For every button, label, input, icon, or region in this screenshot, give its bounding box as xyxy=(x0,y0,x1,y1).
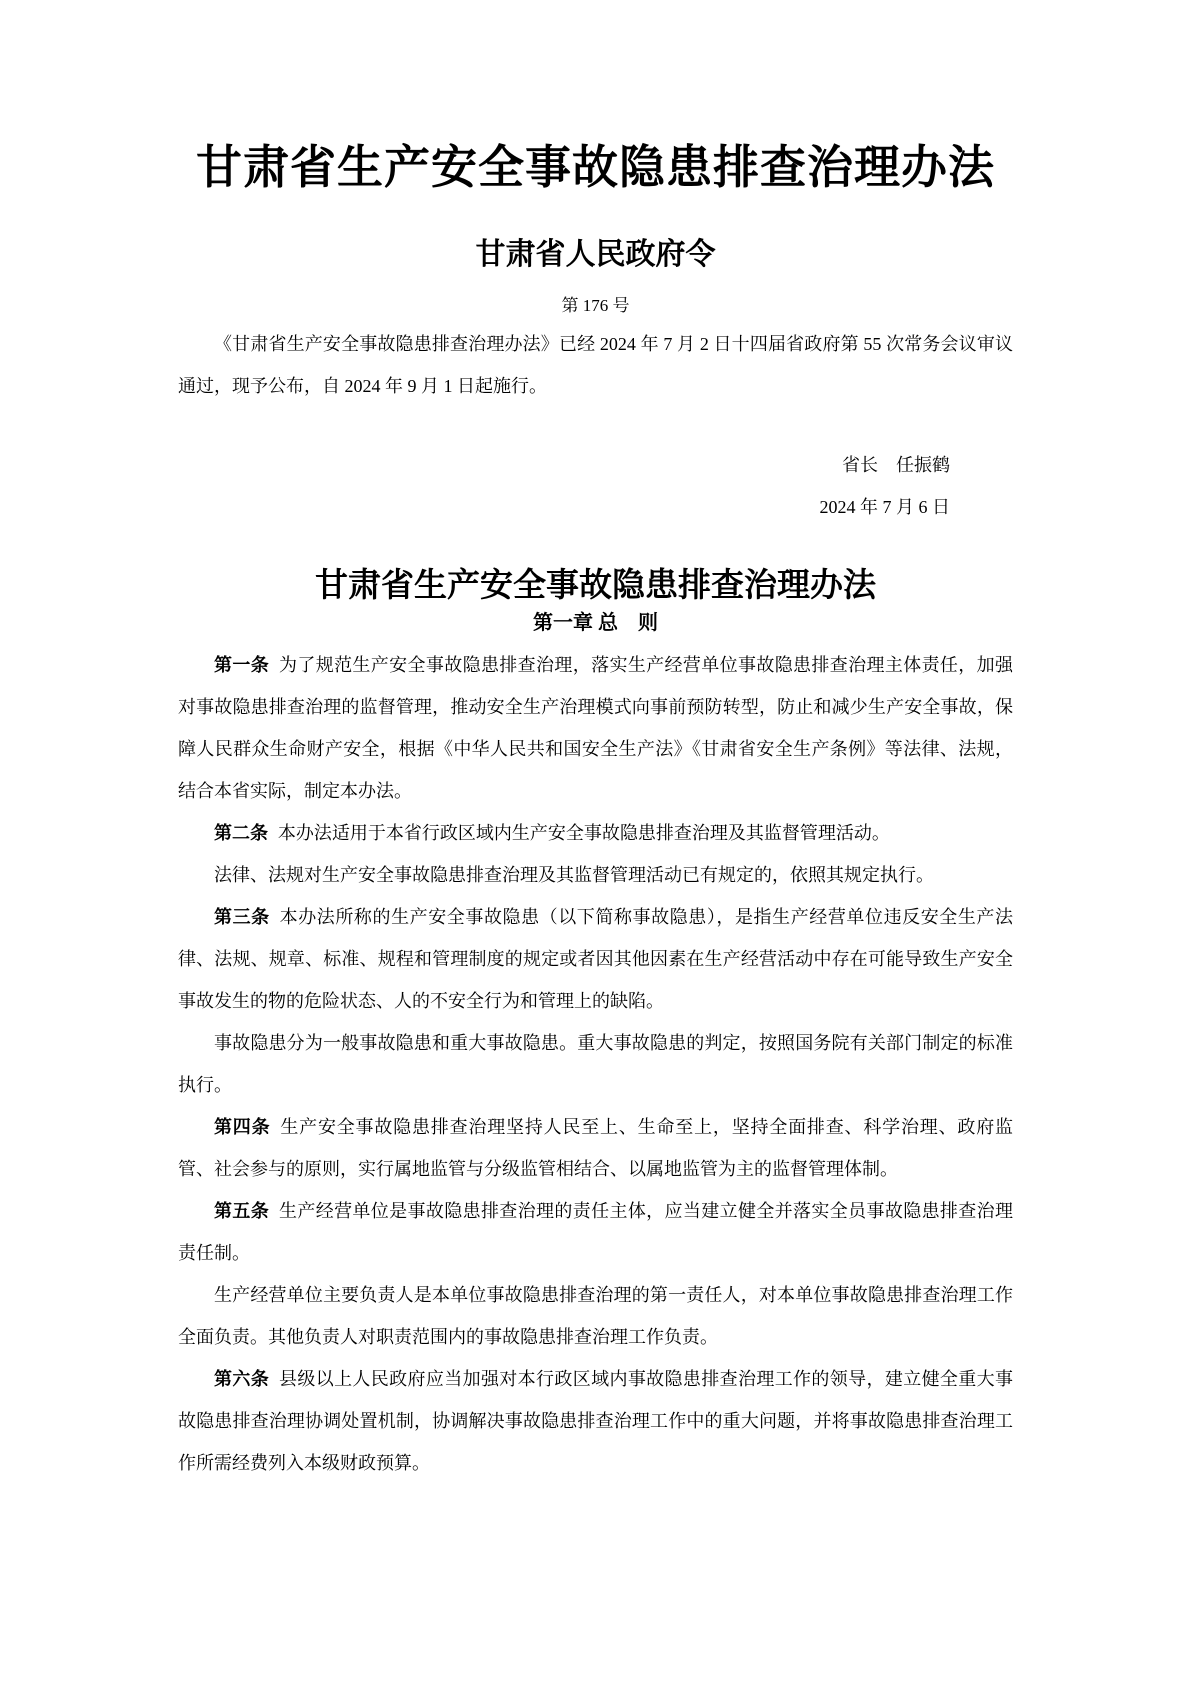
article-label: 第二条 xyxy=(214,823,268,843)
decree-announcement: 《甘肃省生产安全事故隐患排查治理办法》已经 2024 年 7 月 2 日十四届省政府第 55 次常务会议审议通过，现予公布，自 2024 年 9 月 1 日起施行。 xyxy=(178,334,1013,396)
article-paragraph xyxy=(178,812,1013,854)
article-text: 法律、法规对生产安全事故隐患排查治理及其监督管理活动已有规定的，依照其规定执行。 xyxy=(214,865,934,885)
article-text: 为了规范生产安全事故隐患排查治理，落实生产经营单位事故隐患排查治理主体责任，加强对事故隐患排查治理的监督管理，推动安全生产治理模式向事前预防转型，防止和减少生产安全事故，保障人民群众生命财产安全，根据《中华人民共和国安全生产法》《甘肃省安全生产条例》等法律、法规，结合本省实际，制定本办法。 xyxy=(178,655,1014,801)
article-text: 生产安全事故隐患排查治理坚持人民至上、生命至上，坚持全面排查、科学治理、政府监管、社会参与的原则，实行属地监管与分级监管相结合、以属地监管为主的监督管理体制。 xyxy=(178,1117,1014,1179)
article-text: 本办法适用于本省行政区域内生产安全事故隐患排查治理及其监督管理活动。 xyxy=(277,823,890,843)
article-paragraph xyxy=(178,854,1013,896)
law-title: 甘肃省生产安全事故隐患排查治理办法 xyxy=(315,568,876,604)
article-text: 本办法所称的生产安全事故隐患（以下简称事故隐患），是指生产经营单位违反安全生产法律、法规、规章、标准、规程和管理制度的规定或者因其他因素在生产经营活动中存在可能导致生产安全事故发生的物的危险状态、人的不安全行为和管理上的缺陷。 xyxy=(178,907,1014,1011)
article-paragraph xyxy=(178,896,1013,1022)
article-paragraph xyxy=(178,1106,1013,1190)
article-label: 第五条 xyxy=(214,1201,270,1221)
article-label: 第一条 xyxy=(214,655,270,675)
article-paragraph xyxy=(178,1190,1013,1274)
signer-line: 省长 任振鹤 xyxy=(842,455,950,475)
article-text: 生产经营单位主要负责人是本单位事故隐患排查治理的第一责任人，对本单位事故隐患排查治理工作全面负责。其他负责人对职责范围内的事故隐患排查治理工作负责。 xyxy=(178,1285,1013,1347)
article-label: 第四条 xyxy=(214,1117,271,1137)
law-body xyxy=(178,644,1013,1484)
sign-date-line: 2024 年 7 月 6 日 xyxy=(819,497,950,517)
article-paragraph xyxy=(178,1022,1013,1106)
chapter-heading: 第一章 总 则 xyxy=(533,612,658,634)
article-paragraph xyxy=(178,1358,1013,1484)
decree-number: 第 176 号 xyxy=(561,296,630,315)
article-label: 第六条 xyxy=(214,1369,270,1389)
signature-block xyxy=(178,444,1013,528)
decree-title: 甘肃省人民政府令 xyxy=(475,238,716,271)
article-text: 县级以上人民政府应当加强对本行政区域内事故隐患排查治理工作的领导，建立健全重大事故隐患排查治理协调处置机制，协调解决事故隐患排查治理工作中的重大问题，并将事故隐患排查治理工作所需经费列入本级财政预算。 xyxy=(178,1369,1014,1473)
article-text: 事故隐患分为一般事故隐患和重大事故隐患。重大事故隐患的判定，按照国务院有关部门制定的标准执行。 xyxy=(178,1033,1013,1095)
article-paragraph xyxy=(178,644,1013,812)
article-paragraph xyxy=(178,1274,1013,1358)
main-title: 甘肃省生产安全事故隐患排查治理办法 xyxy=(196,142,995,193)
article-label: 第三条 xyxy=(214,907,270,927)
article-text: 生产经营单位是事故隐患排查治理的责任主体，应当建立健全并落实全员事故隐患排查治理责任制。 xyxy=(178,1201,1014,1263)
